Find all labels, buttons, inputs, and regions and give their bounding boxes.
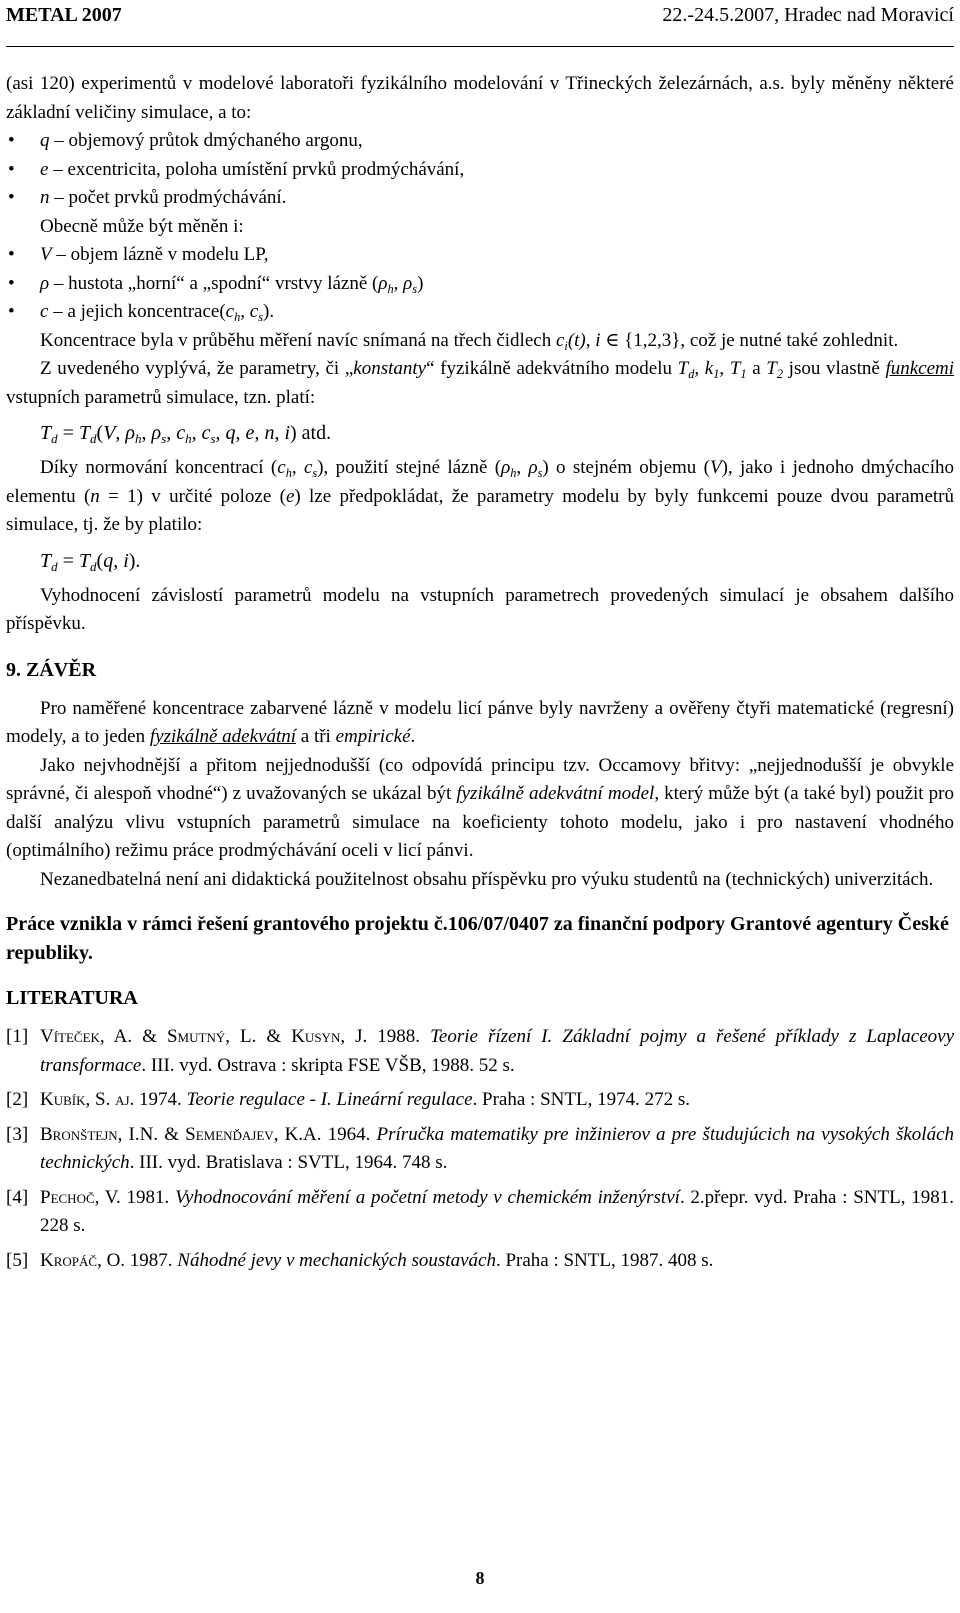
main-text	[6, 70, 954, 1281]
paragraph: Díky normování koncentrací ($c_h$, $c_s$), použití stejné lázně ($\rho_h$, $\rho_s$) o stejném objemu (V), jako i jednoho dmýchacího elementu (n = 1) v určité poloze (e) lze předpokládat, že parametry modelu by byly funkcemi pouze dvou parametrů simulace, tj. že by platilo:	[6, 457, 955, 535]
running-header	[6, 0, 954, 30]
grant-acknowledgement: Práce vznikla v rámci řešení grantového projektu č.106/07/0407 za finanční podpory Grantové agentury České republiky.	[6, 913, 949, 964]
paragraph: Koncentrace byla v průběhu měření navíc snímaná na třech čidlech $c_i(t)$, i ∈ {1,2,3}, což je nutné také zohlednit.	[40, 329, 899, 353]
list-item: • c – a jejich $koncentrace(c_h$, $c_s$).	[6, 298, 954, 327]
paragraph: Jako nejvhodnější a přitom nejjednodušší (co odpovídá principu tzv. Occamovy břitvy: „nejjednodušší je obvykle správné, či alespoň vhodné“) z uvažovaných se ukázal být fyzikálně adekvátní model, který může být (a také byl) použit pro další analýzu vlivu vstupních parametrů simulace na koeficienty tohoto modelu, jako i pro nastavení vhodného (optimálního) režimu práce prodmýchávání oceli v licí pánvi.	[6, 754, 954, 861]
list-item: • n – počet prvků prodmýchávání.	[6, 184, 954, 213]
conference-title: METAL 2007	[6, 4, 122, 26]
paragraph: Z uvedeného vyplývá, že parametry, či „konstanty“ fyzikálně adekvátního modelu $T_d$, $k_1$, $T_1$ a $T_2$ jsou vlastně funkcemi vstupních parametrů simulace, tzn. platí:	[6, 358, 955, 408]
reference-list	[6, 1023, 954, 1275]
list-item: • q – objemový průtok dmýchaného argonu,	[6, 127, 954, 156]
page-number: 8	[475, 1568, 485, 1588]
reference-item: [4] Pechoč, V. 1981. Vyhodnocování měření a početní metody v chemickém inženýrství. 2.přepr. vyd. Praha : SNTL, 1981. 228 s.	[6, 1186, 955, 1236]
section-heading: 9. ZÁVĚR	[6, 658, 97, 681]
literature-heading: LITERATURA	[6, 987, 138, 1009]
formula: $T_d = T_d(q$, i).	[40, 549, 141, 574]
list-item: • V – objem lázně v modelu LP,	[6, 241, 954, 270]
reference-item: [1] Víteček, A. & Smutný, L. & Kusyn, J. 1988. Teorie řízení I. Základní pojmy a řešené příklady z Laplaceovy transformace. III. vyd. Ostrava : skripta FSE VŠB, 1988. 52 s.	[6, 1026, 955, 1076]
list-item: • ρ – hustota „horní“ a „spodní“ vrstvy lázně ($\rho_h$, $\rho_s$)	[6, 270, 954, 299]
list-item: • e – excentricita, poloha umístění prvků prodmýchávání,	[6, 156, 954, 185]
paragraph: Pro naměřené koncentrace zabarvené lázně v modelu licí pánve byly navrženy a ověřeny čtyři matematické (regresní) modely, a to jeden fyzikálně adekvátní a tři empirické.	[6, 697, 954, 747]
bullet-list	[6, 127, 954, 213]
reference-item: [5] Kropáč, O. 1987. Náhodné jevy v mechanických soustavách. Praha : SNTL, 1987. 408 s.	[6, 1249, 714, 1271]
bullet-list	[6, 241, 954, 327]
conference-date-place: 22.-24.5.2007, Hradec nad Moravicí	[662, 4, 954, 26]
paragraph: (asi 120) experimentů v modelové laboratoři fyzikálního modelování v Třineckých železárnách, a.s. byly měněny některé základní veličiny simulace, a to:	[6, 73, 954, 123]
formula: $T_d = T_d(V$, $\rho_h$, $\rho_s$, $c_h$, $c_s$, q, e, n, i) atd.	[40, 422, 332, 446]
paragraph: Vyhodnocení závislostí parametrů modelu na vstupních parametrech provedených simulací je obsahem dalšího příspěvku.	[6, 584, 954, 634]
paragraph: Obecně může být měněn i:	[40, 215, 244, 237]
reference-item: [3] Bronštejn, I.N. & Semenďajev, K.A. 1964. Príručka matematiky pre inžinierov a pre študujúcich na vysokých školách technických. III. vyd. Bratislava : SVTL, 1964. 748 s.	[6, 1123, 955, 1173]
paragraph: Nezanedbatelná není ani didaktická použitelnost obsahu příspěvku pro výuku studentů na (technických) univerzitách.	[40, 868, 934, 890]
header-rule	[6, 46, 954, 47]
reference-item: [2] Kubík, S. aj. 1974. Teorie regulace - I. Lineární regulace. Praha : SNTL, 1974. 272 s.	[6, 1089, 690, 1110]
